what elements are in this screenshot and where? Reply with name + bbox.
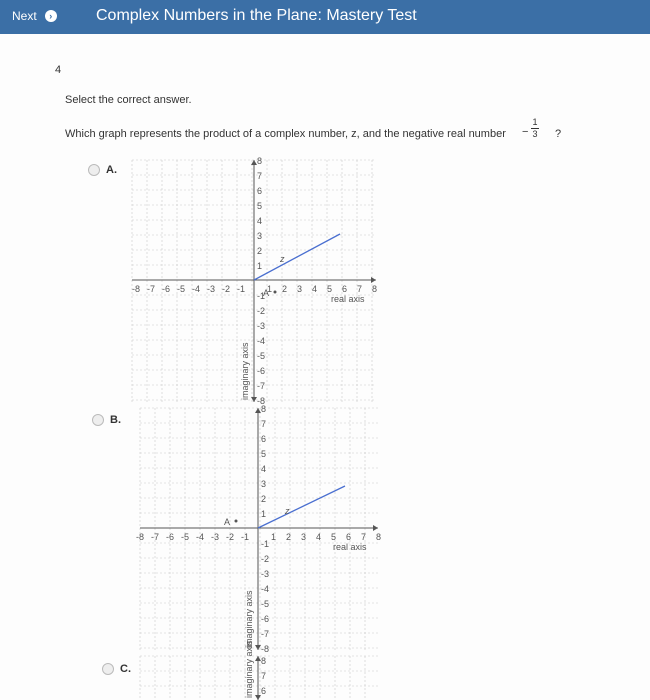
graph-b [136, 404, 381, 654]
graph-b-y-tick-label: -8 [261, 644, 270, 654]
graph-a-x-tick-label: 3 [297, 284, 303, 294]
graph-a-y-tick-label: 5 [257, 201, 263, 211]
graph-a-x-tick-label: -2 [222, 284, 231, 294]
graph-a-x-tick-label: -7 [147, 284, 156, 294]
graph-b-y-tick-label: -3 [261, 569, 270, 579]
graph-b-x-tick-label: -4 [196, 532, 205, 542]
graph-b-x-axis-label: real axis [333, 542, 367, 552]
question-prompt: Which graph represents the product of a complex number, z, and the negative real number [65, 128, 506, 140]
graph-a-y-tick-label: 2 [257, 246, 263, 256]
graph-a-x-tick-label: 8 [372, 284, 378, 294]
graph-b-y-tick-label: 6 [261, 434, 267, 444]
graph-b-y-axis-label: imaginary axis [244, 590, 254, 648]
graph-a-y-axis-label: imaginary axis [240, 342, 250, 400]
graph-a-y-tick-label: -1 [257, 291, 266, 301]
graph-c-y-axis-label: imaginary axis [244, 640, 254, 698]
fraction-denominator: 3 [532, 129, 538, 139]
graph-a-x-tick-label: -6 [162, 284, 171, 294]
graph-b-y-tick-label: 1 [261, 509, 267, 519]
graph-a-y-tick-label: -3 [257, 321, 266, 331]
graph-a-x-tick-label: 5 [327, 284, 333, 294]
graph-a-x-arrow [371, 277, 376, 283]
graph-a-x-tick-label: 2 [282, 284, 288, 294]
graph-b-x-tick-label: 2 [286, 532, 292, 542]
fraction-numerator: 1 [532, 117, 538, 127]
graph-b-a-label: A [224, 517, 231, 527]
question-mark: ? [555, 128, 562, 140]
graph-a [132, 156, 377, 406]
graph-b-x-tick-label: -8 [136, 532, 145, 542]
graph-b-y-tick-label: -2 [261, 554, 270, 564]
graph-b-y-tick-label: 5 [261, 449, 267, 459]
graph-c-y-tick-label: 7 [261, 671, 267, 681]
graph-b-y-tick-label: -1 [261, 539, 270, 549]
graph-a-a-label: A [263, 288, 270, 298]
graph-b-x-tick-label: 6 [346, 532, 352, 542]
fraction-sign: − [522, 126, 529, 138]
graph-b-x-tick-label: 7 [361, 532, 367, 542]
graph-a-point-a [274, 291, 277, 294]
graph-b-point-a [235, 520, 238, 523]
graph-a-x-tick-label: -4 [192, 284, 201, 294]
graph-a-y-tick-label: -7 [257, 381, 266, 391]
graph-a-x-tick-label: -5 [177, 284, 186, 294]
graph-a-y-tick-label: 8 [257, 156, 263, 166]
graph-a-y-tick-label: 1 [257, 261, 263, 271]
graph-a-x-tick-label: 6 [342, 284, 348, 294]
graph-a-x-tick-label: 1 [267, 284, 273, 294]
graph-b-y-tick-label: 4 [261, 464, 267, 474]
graph-b-y-tick-label: -6 [261, 614, 270, 624]
next-label: Next [12, 9, 37, 23]
graph-b-x-tick-label: 4 [316, 532, 322, 542]
graph-b-x-tick-label: -3 [211, 532, 220, 542]
graph-a-x-tick-label: -1 [237, 284, 246, 294]
graph-a-y-tick-label: -4 [257, 336, 266, 346]
graph-a-y-tick-label: -2 [257, 306, 266, 316]
graph-a-y-tick-label: -8 [257, 396, 266, 406]
graph-a-y-tick-label: 4 [257, 216, 263, 226]
graph-b-x-tick-label: -1 [241, 532, 250, 542]
graph-a-y-tick-label: -6 [257, 366, 266, 376]
graph-b-x-tick-label: -6 [166, 532, 175, 542]
graph-b-x-tick-label: -7 [151, 532, 160, 542]
graph-b-x-tick-label: 3 [301, 532, 307, 542]
test-title: Complex Numbers in the Plane: Mastery Test [96, 7, 417, 24]
graph-b-x-tick-label: 8 [376, 532, 382, 542]
graph-a-x-tick-label: 4 [312, 284, 318, 294]
graph-b-y-tick-label: 8 [261, 404, 267, 414]
graph-b-x-tick-label: 5 [331, 532, 337, 542]
graph-c-y-tick-label: 8 [261, 656, 267, 666]
graph-b-y-tick-label: 7 [261, 419, 267, 429]
graph-b-y-tick-label: 3 [261, 479, 267, 489]
graph-a-z-label: z [280, 254, 285, 264]
option-b-label: B. [110, 414, 121, 426]
graph-a-y-tick-label: 7 [257, 171, 263, 181]
graph-b-y-tick-label: -4 [261, 584, 270, 594]
instruction-text: Select the correct answer. [65, 94, 192, 106]
graph-a-x-axis-label: real axis [331, 294, 365, 304]
graph-a-x-tick-label: -3 [207, 284, 216, 294]
graph-b-y-tick-label: -7 [261, 629, 270, 639]
graph-a-y-tick-label: 6 [257, 186, 263, 196]
arrow-right-icon: › [45, 10, 57, 22]
option-a-label: A. [106, 164, 117, 176]
graph-b-x-tick-label: 1 [271, 532, 277, 542]
graph-b-y-tick-label: 2 [261, 494, 267, 504]
graph-a-y-tick-label: 3 [257, 231, 263, 241]
graph-c-y-tick-label: 6 [261, 686, 267, 696]
graph-a-y-tick-label: -5 [257, 351, 266, 361]
graph-b-x-tick-label: -5 [181, 532, 190, 542]
option-c-label: C. [120, 663, 131, 675]
graph-a-x-tick-label: 7 [357, 284, 363, 294]
graph-b-x-arrow [373, 525, 378, 531]
graph-b-z-label: z [285, 506, 290, 516]
graph-b-x-tick-label: -2 [226, 532, 235, 542]
graph-b-y-tick-label: -5 [261, 599, 270, 609]
question-number: 4 [55, 64, 62, 76]
graph-b-vector-z [258, 486, 345, 528]
graph-a-x-tick-label: -8 [132, 284, 141, 294]
